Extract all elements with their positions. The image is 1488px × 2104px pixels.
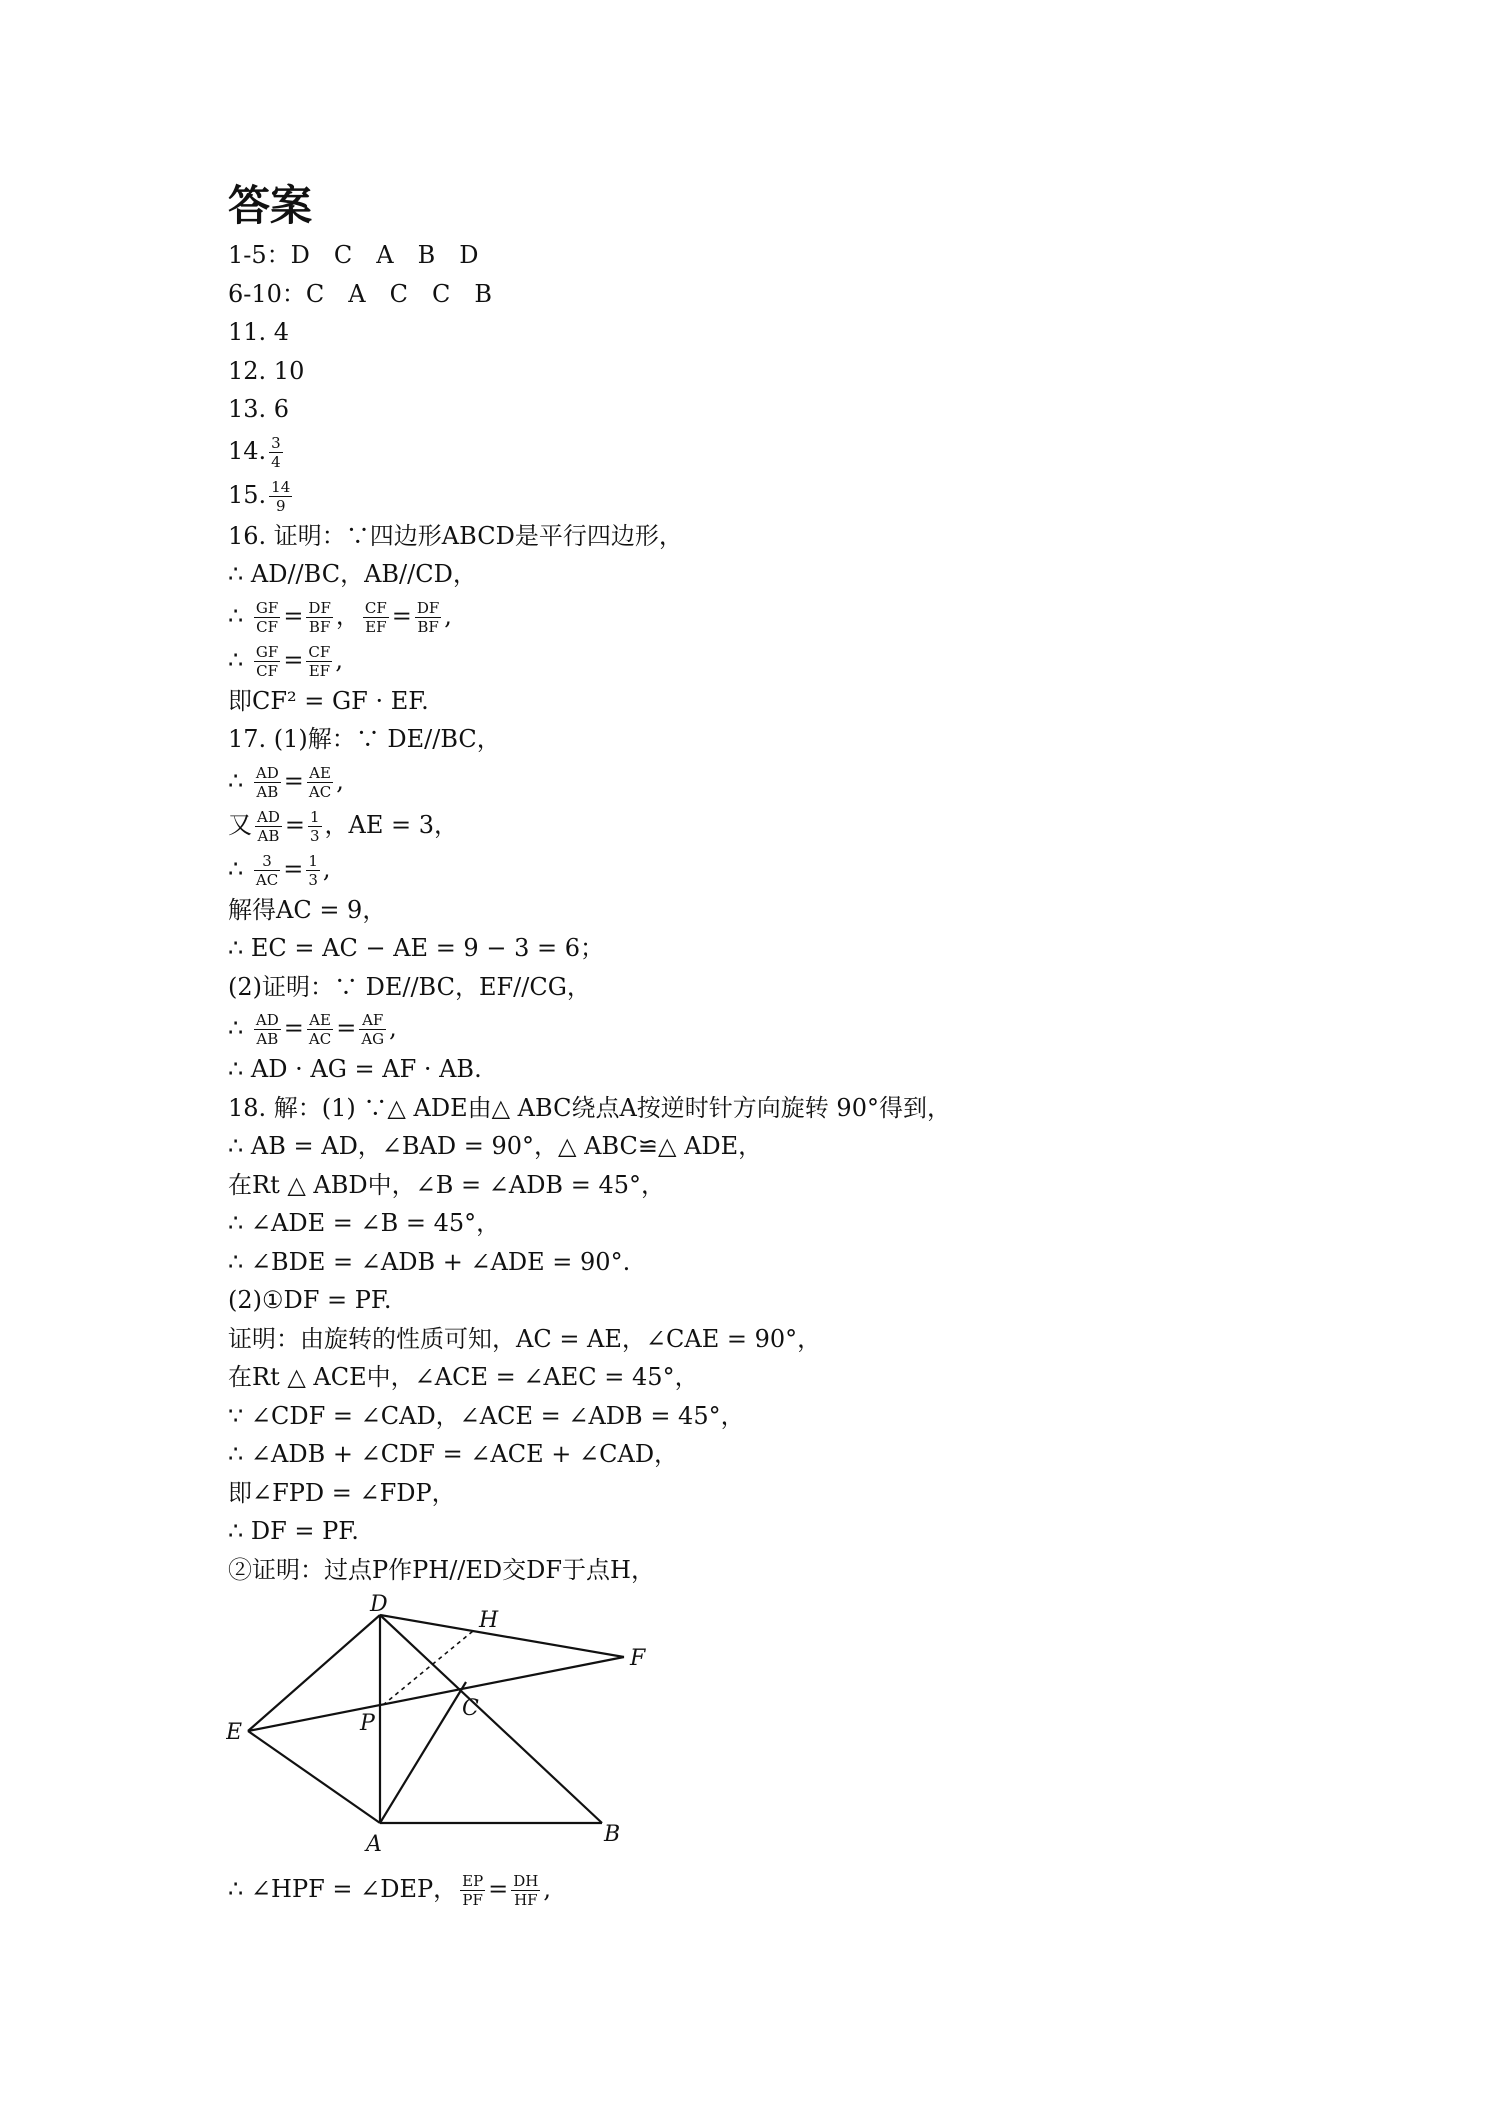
fraction: $\frac{GF}{CF}$ bbox=[255, 598, 279, 636]
answer-line-q17a: ∴ $\frac{AD}{AB}$ = $\frac{AE}{AC}$ , bbox=[228, 763, 344, 801]
answer-line: ∴ AD · AG = AF · AB. bbox=[228, 1055, 482, 1083]
label-C: C bbox=[462, 1696, 479, 1721]
answer-line: 在Rt △ ABD中，∠B = ∠ADB = 45°， bbox=[228, 1170, 665, 1199]
fraction: $\frac{GF}{CF}$ bbox=[255, 642, 279, 680]
answer-line: 17. (1)解：∵ DE//BC， bbox=[228, 725, 501, 753]
label-F: F bbox=[630, 1646, 646, 1671]
answer-line: ∴ EC = AC − AE = 9 − 3 = 6； bbox=[228, 934, 604, 962]
segment-EA bbox=[248, 1731, 380, 1823]
answer-line: 证明：由旋转的性质可知，AC = AE，∠CAE = 90°， bbox=[228, 1324, 822, 1353]
fraction: $\frac{AD}{AB}$ bbox=[255, 763, 279, 801]
fraction: $\frac{3}{AC}$ bbox=[255, 851, 279, 889]
fraction: $\frac{DF}{BF}$ bbox=[308, 598, 331, 636]
fraction: $\frac{14}{9}$ bbox=[271, 477, 291, 515]
answer-line: ∵ ∠CDF = ∠CAD，∠ACE = ∠ADB = 45°， bbox=[228, 1401, 745, 1430]
answer-line-q17b: 又 $\frac{AD}{AB}$ = $\frac{1}{3}$ ，AE = 3， bbox=[228, 807, 459, 845]
fraction: $\frac{1}{3}$ bbox=[309, 807, 320, 845]
answer-line: 在Rt △ ACE中，∠ACE = ∠AEC = 45°， bbox=[228, 1363, 699, 1391]
answer-line-q16b: ∴ $\frac{GF}{CF}$ = $\frac{CF}{EF}$ , bbox=[228, 642, 343, 680]
geometry-figure bbox=[226, 1593, 666, 1863]
fraction: $\frac{3}{4}$ bbox=[271, 433, 281, 471]
fraction: $\frac{AD}{AB}$ bbox=[255, 1011, 279, 1048]
answer-line: 6-10：C A C C B bbox=[228, 279, 492, 308]
answer-line: (2)①DF = PF. bbox=[228, 1286, 392, 1314]
answer-line: 12. 10 bbox=[228, 356, 305, 385]
answer-line-q14: 14. $\frac{3}{4}$ bbox=[228, 433, 281, 471]
fraction: $\frac{CF}{EF}$ bbox=[364, 598, 387, 636]
answer-line-q17d: ∴ $\frac{AD}{AB}$ = $\frac{AE}{AC}$ = $\frac{AF}{AG}$ , bbox=[228, 1011, 397, 1048]
label-H: H bbox=[479, 1608, 499, 1633]
answer-line: ∴ ∠ADB + ∠CDF = ∠ACE + ∠CAD， bbox=[228, 1440, 679, 1468]
answer-line: 解得AC = 9， bbox=[228, 895, 387, 924]
answer-line: ②证明：过点P作PH//ED交DF于点H， bbox=[228, 1555, 655, 1584]
answer-line-q18-last: ∴ ∠HPF = ∠DEP， $\frac{EP}{PF}$ = $\frac{DH}{HF}$ , bbox=[228, 1872, 552, 1909]
answer-line: ∴ DF = PF. bbox=[228, 1517, 359, 1545]
answer-line: ∴ AD//BC，AB//CD， bbox=[228, 560, 477, 588]
answer-line: 即∠FPD = ∠FDP， bbox=[228, 1478, 456, 1507]
answer-line: (2)证明：∵ DE//BC，EF//CG， bbox=[228, 972, 591, 1001]
answer-line: 13. 6 bbox=[228, 395, 290, 423]
fraction: $\frac{DH}{HF}$ bbox=[513, 1872, 539, 1909]
fraction: $\frac{AE}{AC}$ bbox=[308, 763, 332, 801]
fraction: $\frac{EP}{PF}$ bbox=[462, 1872, 484, 1909]
answer-line-q16a: ∴ $\frac{GF}{CF}$ = $\frac{DF}{BF}$ ， $\frac{CF}{EF}$ = $\frac{DF}{BF}$ , bbox=[228, 598, 452, 636]
answer-line-q15: 15. $\frac{14}{9}$ bbox=[228, 477, 291, 515]
label-A: A bbox=[366, 1832, 382, 1857]
label-E: E bbox=[226, 1720, 243, 1745]
answer-line: ∴ AB = AD，∠BAD = 90°，△ ABC≌△ ADE， bbox=[228, 1132, 763, 1160]
label-P: P bbox=[360, 1711, 375, 1736]
fraction: $\frac{AE}{AC}$ bbox=[308, 1011, 332, 1048]
answer-line: 16. 证明：∵四边形ABCD是平行四边形， bbox=[228, 521, 683, 550]
answer-line: 11. 4 bbox=[228, 318, 290, 346]
fraction: $\frac{AF}{AG}$ bbox=[361, 1011, 385, 1048]
answer-line: 即CF² = GF · EF. bbox=[228, 686, 429, 715]
answer-line-q17c: ∴ $\frac{3}{AC}$ = $\frac{1}{3}$ , bbox=[228, 851, 331, 889]
fraction: $\frac{CF}{EF}$ bbox=[308, 642, 331, 680]
answer-line: ∴ ∠ADE = ∠B = 45°， bbox=[228, 1209, 501, 1237]
answer-line: 18. 解：(1) ∵△ ADE由△ ABC绕点A按逆时针方向旋转 90°得到， bbox=[228, 1093, 951, 1122]
label-B: B bbox=[604, 1822, 621, 1847]
label-D: D bbox=[370, 1593, 388, 1617]
answer-line: ∴ ∠BDE = ∠ADB + ∠ADE = 90°. bbox=[228, 1247, 631, 1276]
fraction: $\frac{1}{3}$ bbox=[308, 851, 318, 889]
fraction: $\frac{AD}{AB}$ bbox=[257, 807, 280, 845]
page-title: 答案 bbox=[228, 181, 313, 230]
answer-line: 1-5：D C A B D bbox=[228, 241, 479, 269]
fraction: $\frac{DF}{BF}$ bbox=[416, 598, 440, 636]
segment-DB bbox=[380, 1615, 602, 1823]
answer-page bbox=[228, 180, 1328, 1911]
